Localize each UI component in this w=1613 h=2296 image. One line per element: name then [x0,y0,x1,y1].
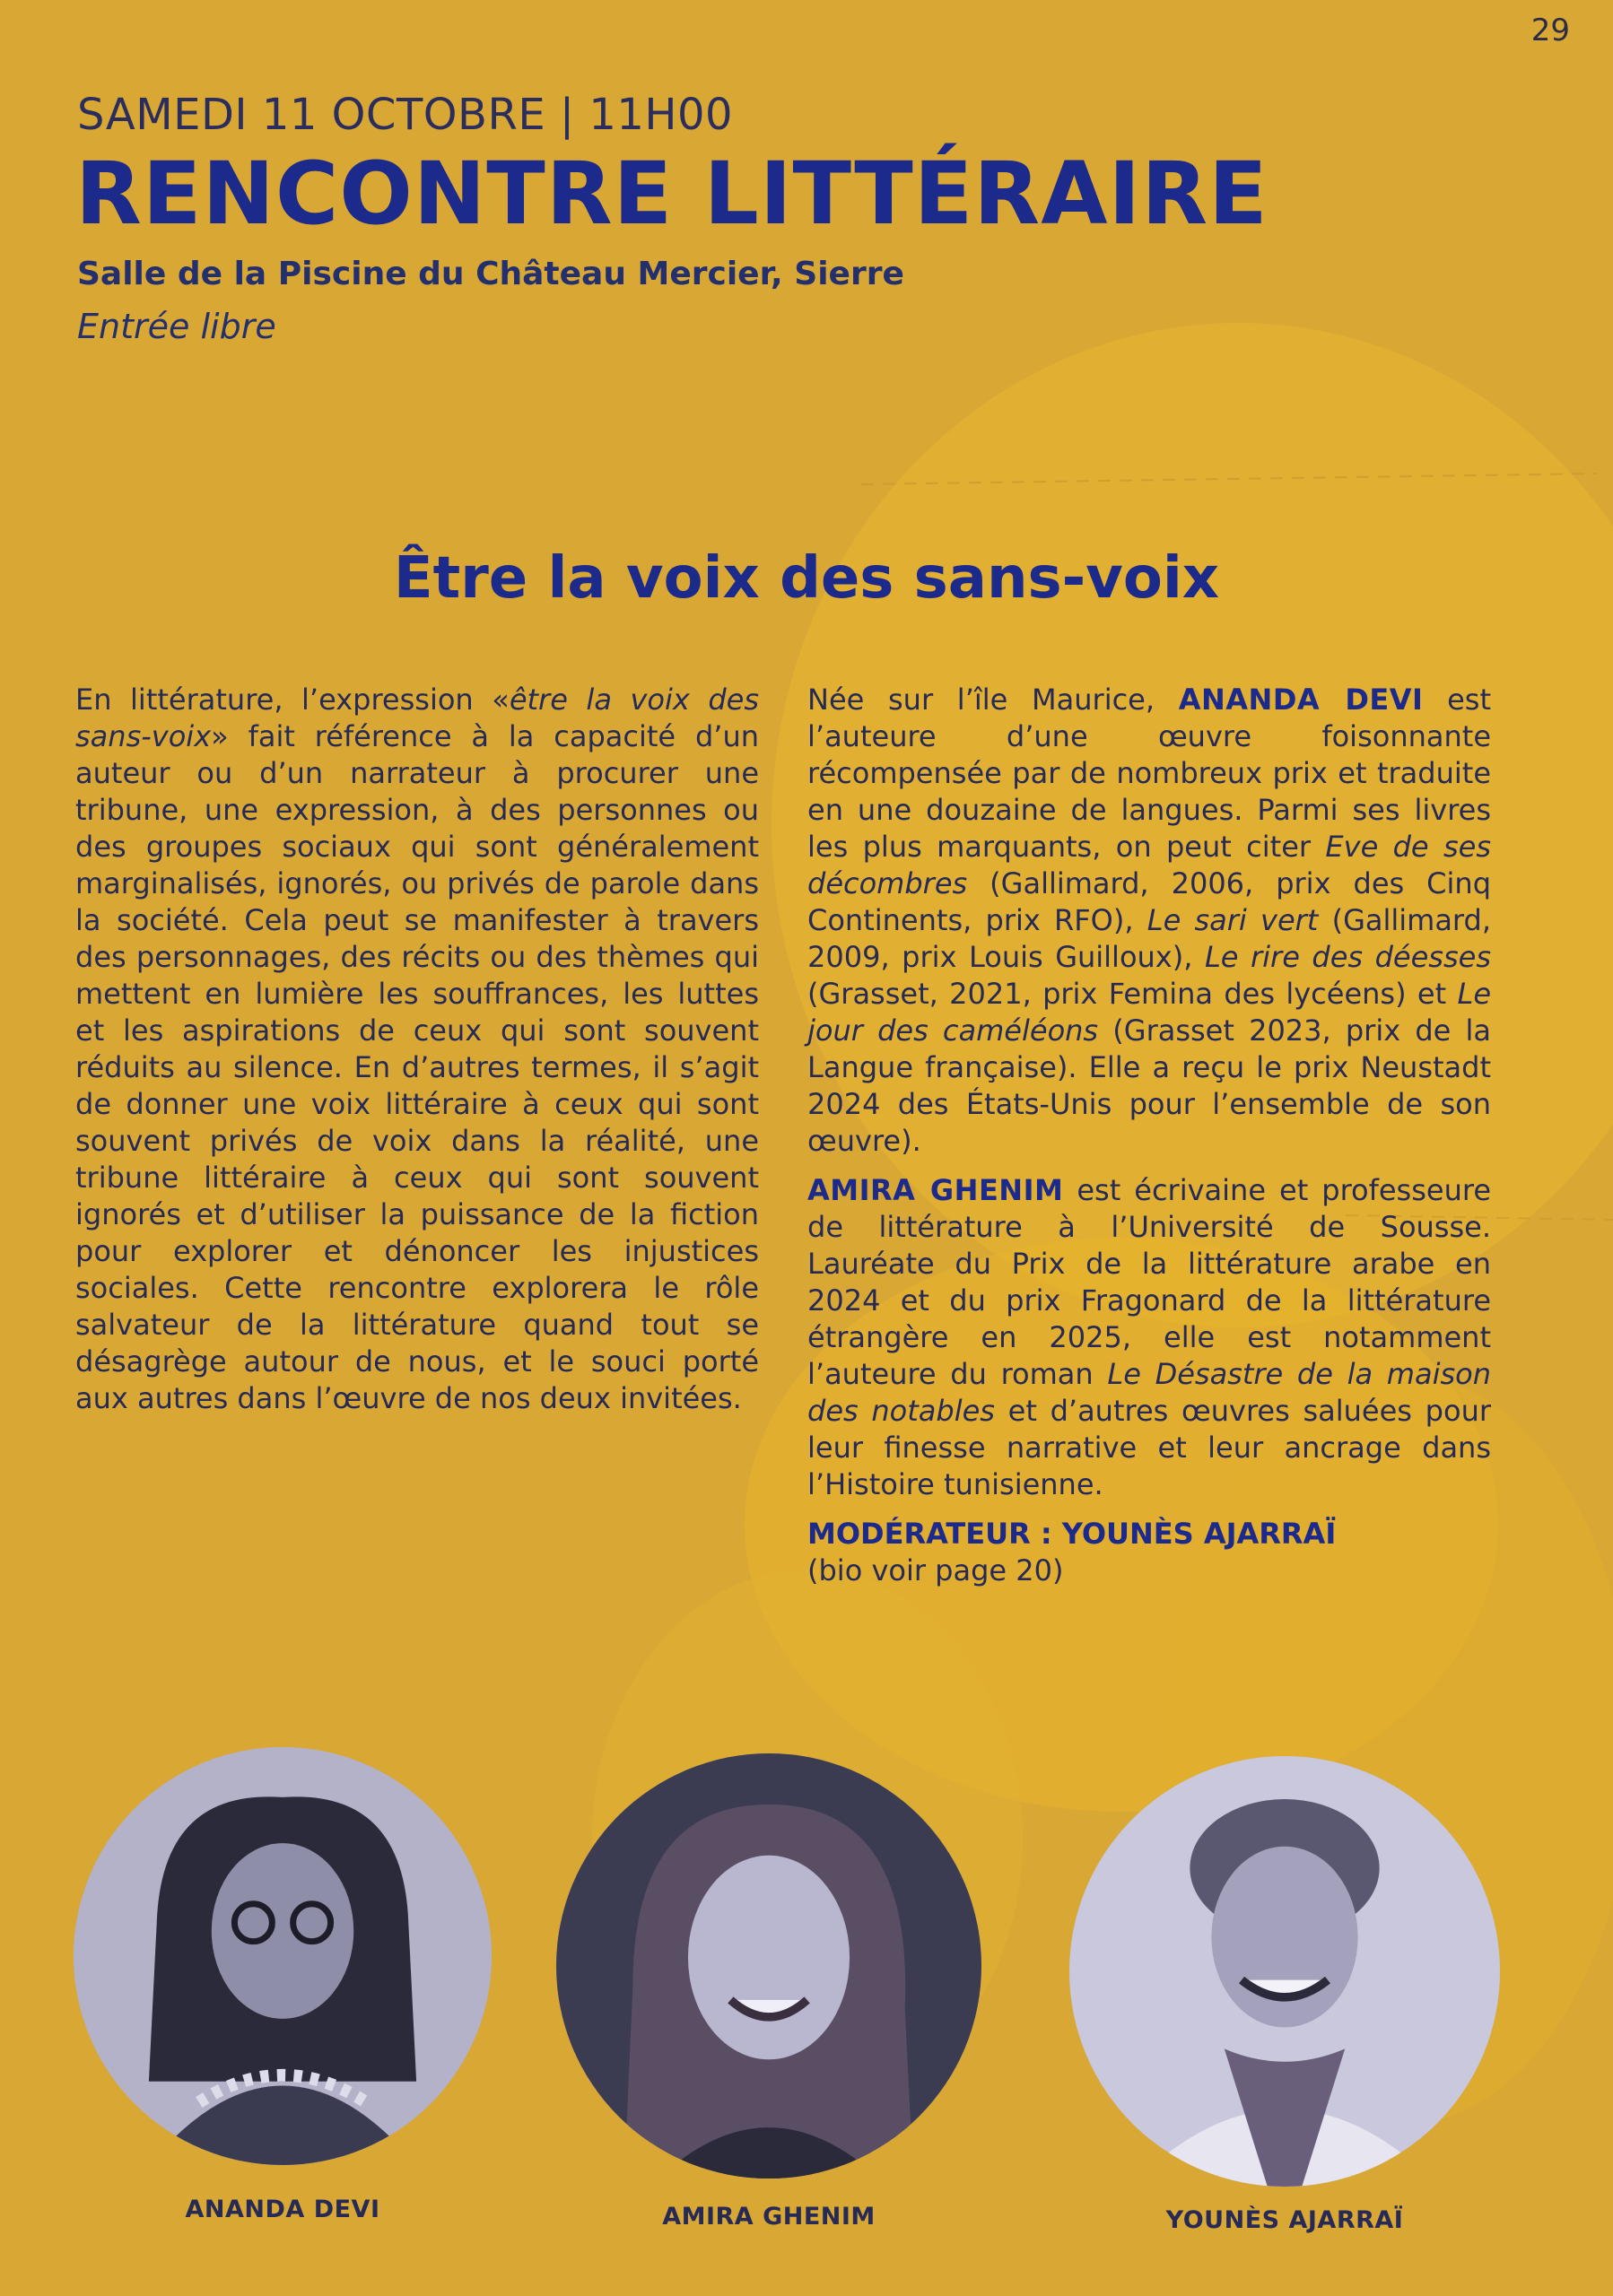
event-date-time: SAMEDI 11 OCTOBRE | 11H00 [77,90,734,140]
book-title: Le sari vert [1147,903,1319,937]
book-title: Le Désastre de la maison des notables [807,1357,1491,1428]
bio-text: est écrivaine et professeure de littérature à l’Université de Sousse. Lauréate du Prix de la littérature arabe en 2024 et du prix Fragonard de la littérature étrangère en 2025, elle est notamment l’auteure du roman [807,1173,1492,1391]
portrait-caption: AMIRA GHENIM [662,2203,876,2231]
event-venue: Salle de la Piscine du Château Mercier, Sierre [77,256,904,292]
bio-text: est l’auteure d’une œuvre foisonnante récompensée par de nombreux prix et traduite en une douzaine de langues. Parmi ses livres les plus marquants, on peut citer [807,683,1492,864]
intro-quote: être la voix des sans-voix [75,683,759,753]
moderator-label: MODÉRATEUR : YOUNÈS AJARRAÏ [807,1517,1337,1551]
intro-text-a: En littérature, l’expression « [75,683,510,717]
person-photo-icon [74,1747,492,2165]
portrait-ananda-devi [74,1747,492,2165]
book-title: Eve de ses décombres [807,830,1492,900]
bio-text: et d’autres œuvres saluées pour leur finesse narrative et leur ancrage dans l’Histoire tunisienne. [807,1394,1492,1501]
bio-amira-ghenim [807,1172,1491,1503]
bio-ananda-devi [807,682,1491,1160]
portrait-younes-ajarrai [1069,1756,1500,2187]
portrait-caption: ANANDA DEVI [185,2196,380,2223]
event-title: RENCONTRE LITTÉRAIRE [75,144,1269,244]
bio-text: (Grasset, 2021, prix Femina des lycéens) et [807,977,1458,1011]
bio-text: Née sur l’île Maurice, [807,683,1179,717]
intro-column [75,682,759,1430]
author-name: AMIRA GHENIM [807,1173,1064,1207]
book-title: Le rire des déesses [1204,940,1492,974]
moderator-note: (bio voir page 20) [807,1553,1064,1587]
bio-text: (Gallimard, 2009, prix Louis Guilloux), [807,903,1492,974]
page-number: 29 [1530,13,1570,48]
person-photo-icon [556,1753,981,2179]
section-title: Être la voix des sans-voix [393,545,1220,612]
event-access: Entrée libre [77,307,276,346]
bios-column [807,682,1491,1589]
intro-paragraph [75,682,759,1417]
bio-text: (Gallimard, 2006, prix des Cinq Continents, prix RFO), [807,866,1491,937]
author-name: ANANDA DEVI [1178,683,1424,717]
portrait-amira-ghenim [556,1753,981,2179]
book-title: Le jour des caméléons [807,977,1491,1048]
portrait-caption: YOUNÈS AJARRAÏ [1165,2206,1404,2234]
bio-text: (Grasset 2023, prix de la Langue française). Elle a reçu le prix Neustadt 2024 des États-Unis pour l’ensemble de son œuvre). [807,1013,1492,1158]
person-photo-icon [1069,1756,1500,2187]
intro-text-b: » fait référence à la capacité d’un auteur ou d’un narrateur à procurer une tribune, une expression, à des personnes ou des groupes sociaux qui sont généralement marginalisés, ignorés, ou privés de parole dans la société. Cela peut se manifester à travers des personnages, des récits ou des thèmes qui mettent en lumière les souffrances, les luttes et les aspirations de ceux qui sont souvent réduits au silence. En d’autres termes, il s’agit de donner une voix littéraire à ceux qui sont souvent privés de voix dans la réalité, une tribune littéraire à ceux qui sont souvent ignorés et d’utiliser la puissance de la fiction pour explorer et dénoncer les injustices sociales. Cette rencontre explorera le rôle salvateur de la littérature quand tout se désagrège autour de nous, et le souci porté aux autres dans l’œuvre de nos deux invitées. [75,719,759,1415]
